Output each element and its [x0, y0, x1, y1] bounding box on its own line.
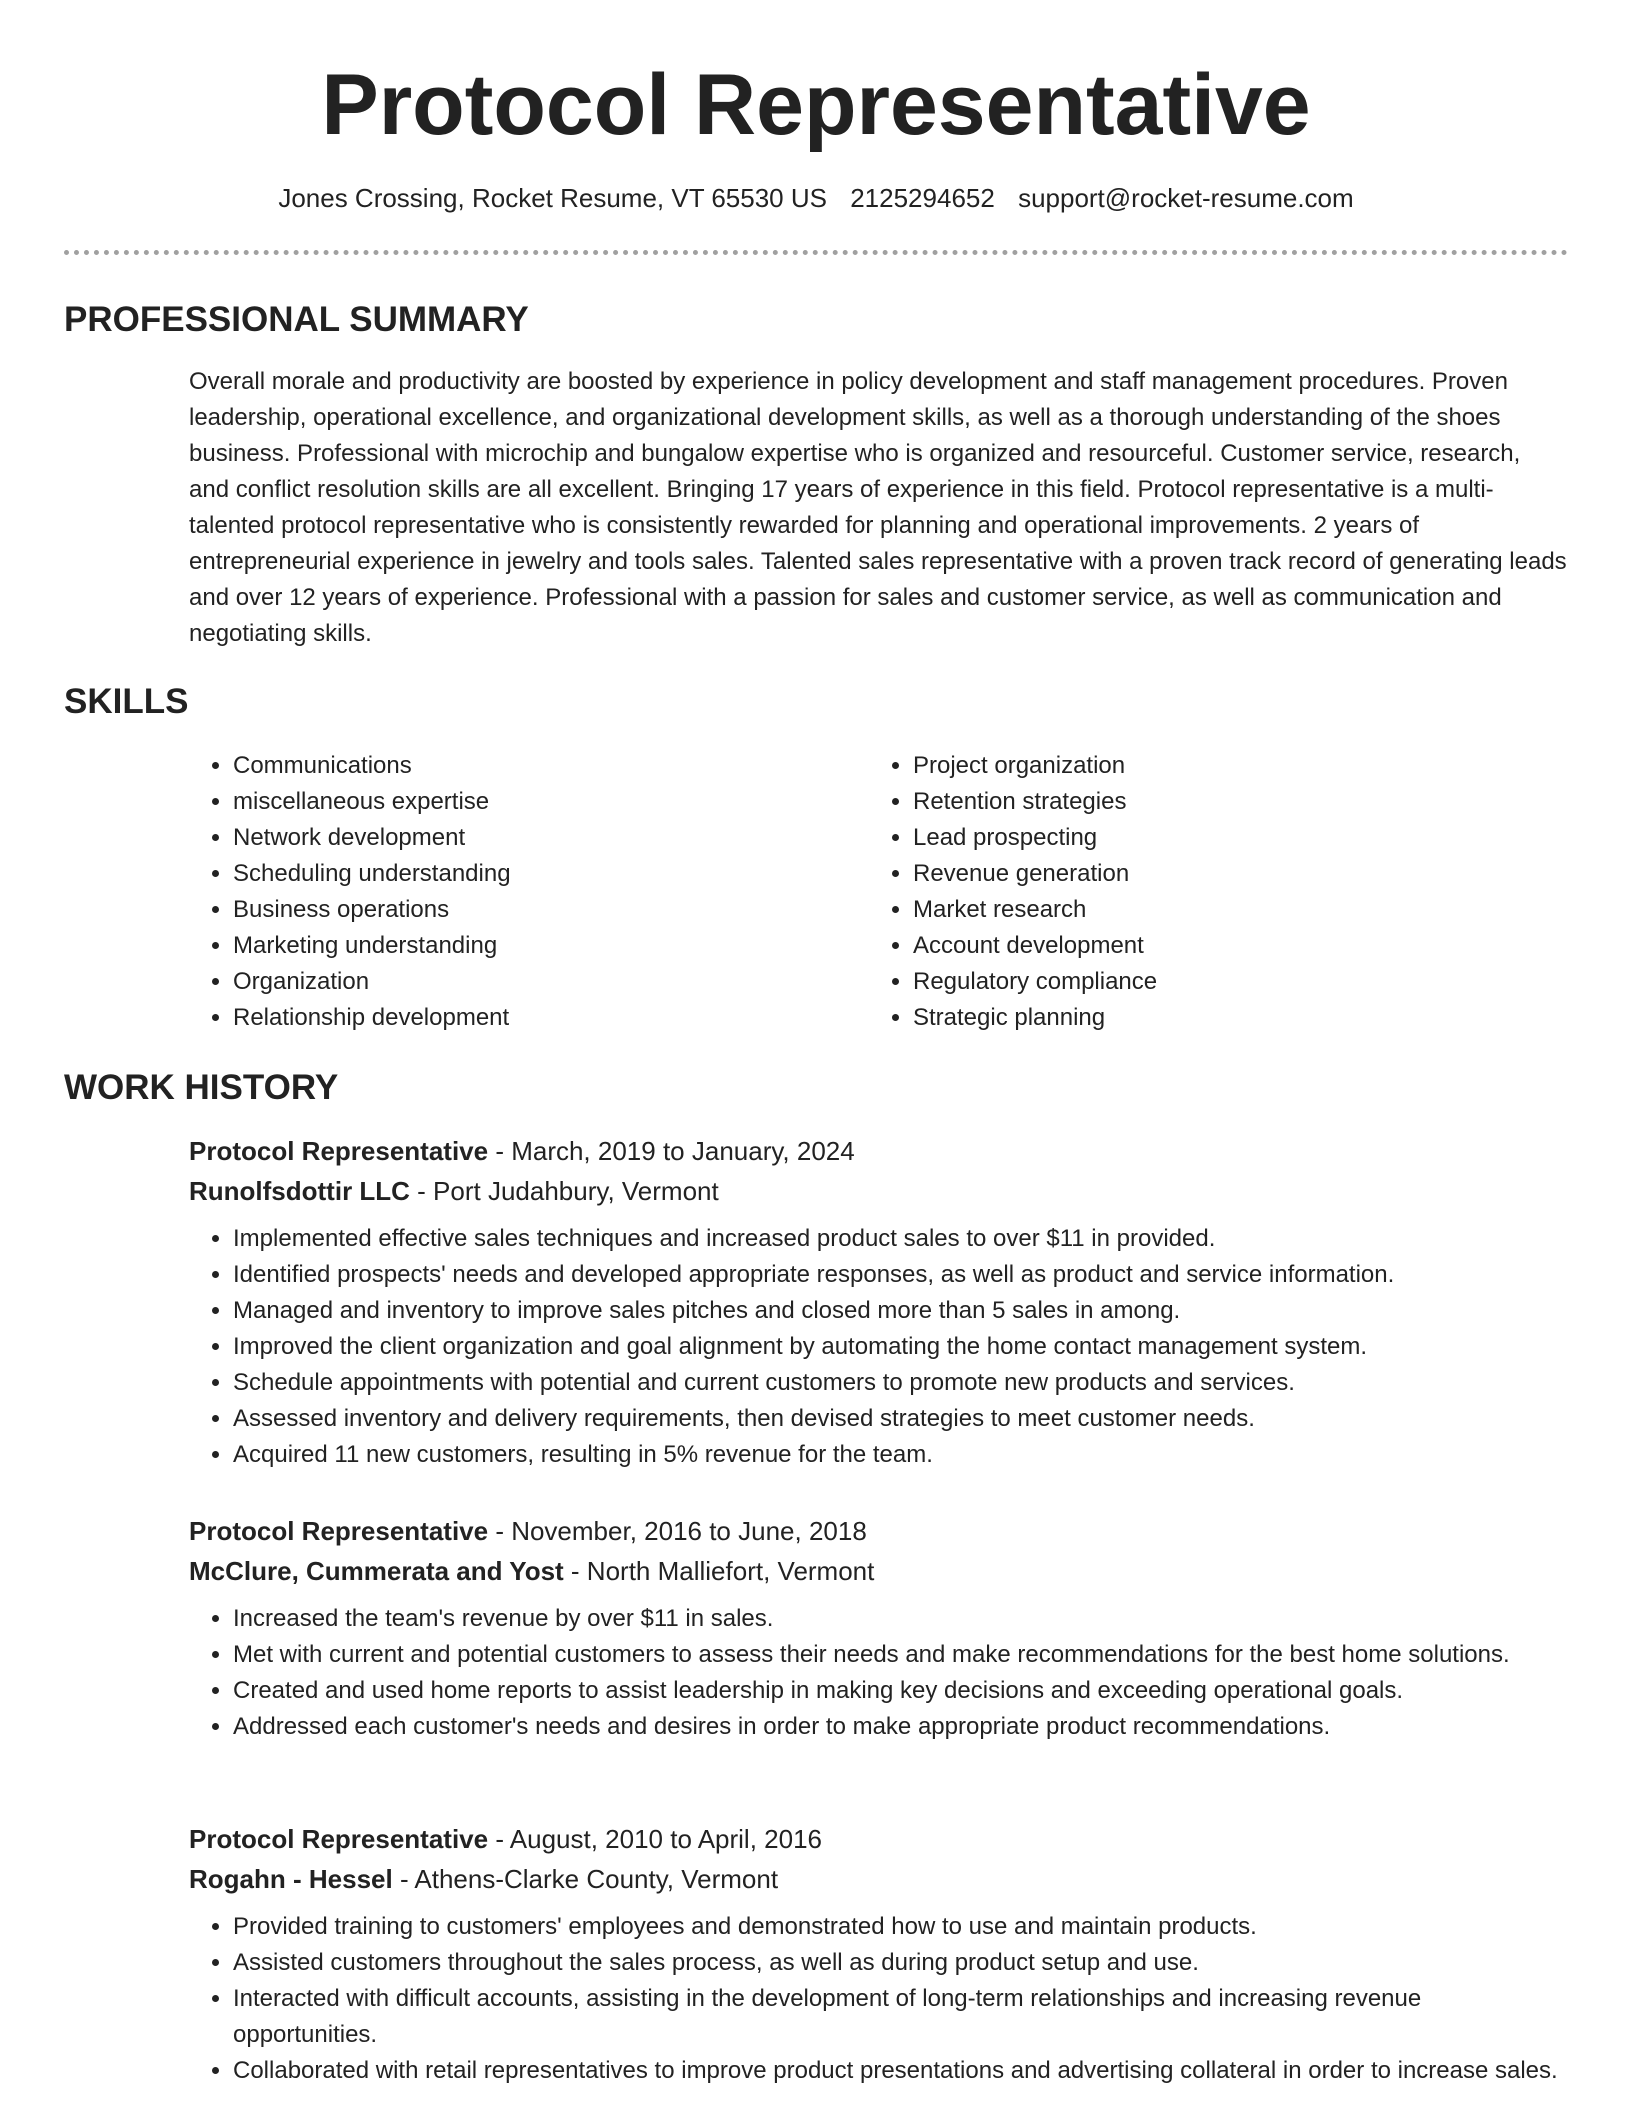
job-company: Rogahn - Hessel — [189, 1864, 393, 1894]
contact-email: support@rocket-resume.com — [1018, 183, 1354, 213]
job-bullet: • Addressed each customer's needs and desires in order to make appropriate product recommendations. — [233, 1709, 1567, 1745]
job-bullets — [189, 1221, 1567, 1473]
job-company-line — [189, 1551, 1567, 1591]
job-bullet: • Assessed inventory and delivery requirements, then devised strategies to meet customer needs. — [233, 1401, 1567, 1437]
job-dates: - November, 2016 to June, 2018 — [488, 1516, 867, 1546]
contact-address: Jones Crossing, Rocket Resume, VT 65530 US — [278, 183, 827, 213]
contact-line — [0, 180, 1632, 216]
job-role: Protocol Representative — [189, 1516, 489, 1546]
job-title-line — [189, 1131, 1567, 1171]
skills-list-right — [869, 748, 1157, 1036]
job-dates: - August, 2010 to April, 2016 — [488, 1824, 822, 1854]
job-location: - Port Judahbury, Vermont — [409, 1176, 719, 1206]
summary-text: Overall morale and productivity are boosted by experience in policy development and staff management procedures. Proven leadership, operational excellence, and organizational development skills, as well as a thorough understanding of the shoes business. Professional with microchip and bungalow expertise who is organized and resourceful. Customer service, research, and conflict resolution skills are all excellent. Bringing 17 years of experience in this field. Protocol representative is a multi-talented protocol representative who is consistently rewarded for planning and operational improvements. 2 years of entrepreneurial experience in jewelry and tools sales. Talented sales representative with a proven track record of generating leads and over 12 years of experience. Professional with a passion for sales and customer service, as well as communication and negotiating skills. — [189, 368, 1567, 647]
job-bullet: • Managed and inventory to improve sales pitches and closed more than 5 sales in among. — [233, 1293, 1567, 1329]
job-bullet: • Increased the team's revenue by over $11 in sales. — [233, 1601, 1567, 1637]
job-entry — [189, 1511, 1567, 1745]
job-bullet: • Improved the client organization and goal alignment by automating the home contact management system. — [233, 1329, 1567, 1365]
job-entry — [189, 1819, 1567, 2089]
skill-item: • Communications — [233, 748, 511, 784]
skill-item: • Business operations — [233, 892, 511, 928]
job-bullet: • Identified prospects' needs and developed appropriate responses, as well as product and service information. — [233, 1257, 1567, 1293]
job-bullet: • Implemented effective sales techniques and increased product sales to over $11 in provided. — [233, 1221, 1567, 1257]
skill-item: • Strategic planning — [913, 1000, 1157, 1036]
skill-item: • Organization — [233, 964, 511, 1000]
job-bullet: • Created and used home reports to assist leadership in making key decisions and exceeding operational goals. — [233, 1673, 1567, 1709]
job-company: McClure, Cummerata and Yost — [189, 1556, 564, 1586]
skill-item: • Marketing understanding — [233, 928, 511, 964]
job-bullets — [189, 1601, 1567, 1745]
job-bullets — [189, 1909, 1567, 2089]
job-bullet: • Schedule appointments with potential and current customers to promote new products and services. — [233, 1365, 1567, 1401]
job-role: Protocol Representative — [189, 1136, 489, 1166]
section-title-summary: PROFESSIONAL SUMMARY — [64, 300, 529, 339]
skill-item: • Scheduling understanding — [233, 856, 511, 892]
skill-item: • Relationship development — [233, 1000, 511, 1036]
skill-item: • Account development — [913, 928, 1157, 964]
skill-item: • Lead prospecting — [913, 820, 1157, 856]
job-location: - North Malliefort, Vermont — [563, 1556, 875, 1586]
skill-item: • Market research — [913, 892, 1157, 928]
job-bullet: • Collaborated with retail representatives to improve product presentations and advertising collateral in order to increase sales. — [233, 2053, 1567, 2089]
job-title-line — [189, 1511, 1567, 1551]
skills-list-left — [189, 748, 511, 1036]
header-divider — [64, 250, 1568, 255]
job-bullet: • Met with current and potential customers to assess their needs and make recommendations for the best home solutions. — [233, 1637, 1567, 1673]
job-bullet: • Provided training to customers' employees and demonstrated how to use and maintain products. — [233, 1909, 1567, 1945]
section-title-work-history: WORK HISTORY — [64, 1068, 339, 1107]
section-title-skills: SKILLS — [64, 682, 189, 721]
skill-item: • Retention strategies — [913, 784, 1157, 820]
job-entry — [189, 1131, 1567, 1473]
job-dates: - March, 2019 to January, 2024 — [488, 1136, 855, 1166]
job-bullet: • Interacted with difficult accounts, assisting in the development of long-term relationships and increasing revenue opportunities. — [233, 1981, 1567, 2053]
skill-item: • Project organization — [913, 748, 1157, 784]
job-company: Runolfsdottir LLC — [189, 1176, 410, 1206]
job-title-line — [189, 1819, 1567, 1859]
job-location: - Athens-Clarke County, Vermont — [392, 1864, 779, 1894]
job-bullet: • Assisted customers throughout the sales process, as well as during product setup and use. — [233, 1945, 1567, 1981]
skill-item: • Regulatory compliance — [913, 964, 1157, 1000]
job-bullet: • Acquired 11 new customers, resulting in 5% revenue for the team. — [233, 1437, 1567, 1473]
contact-phone: 2125294652 — [850, 183, 995, 213]
job-company-line — [189, 1171, 1567, 1211]
job-company-line — [189, 1859, 1567, 1899]
skill-item: • Network development — [233, 820, 511, 856]
job-role: Protocol Representative — [189, 1824, 489, 1854]
skill-item: • Revenue generation — [913, 856, 1157, 892]
skill-item: • miscellaneous expertise — [233, 784, 511, 820]
resume-name: Protocol Representative — [321, 57, 1311, 153]
